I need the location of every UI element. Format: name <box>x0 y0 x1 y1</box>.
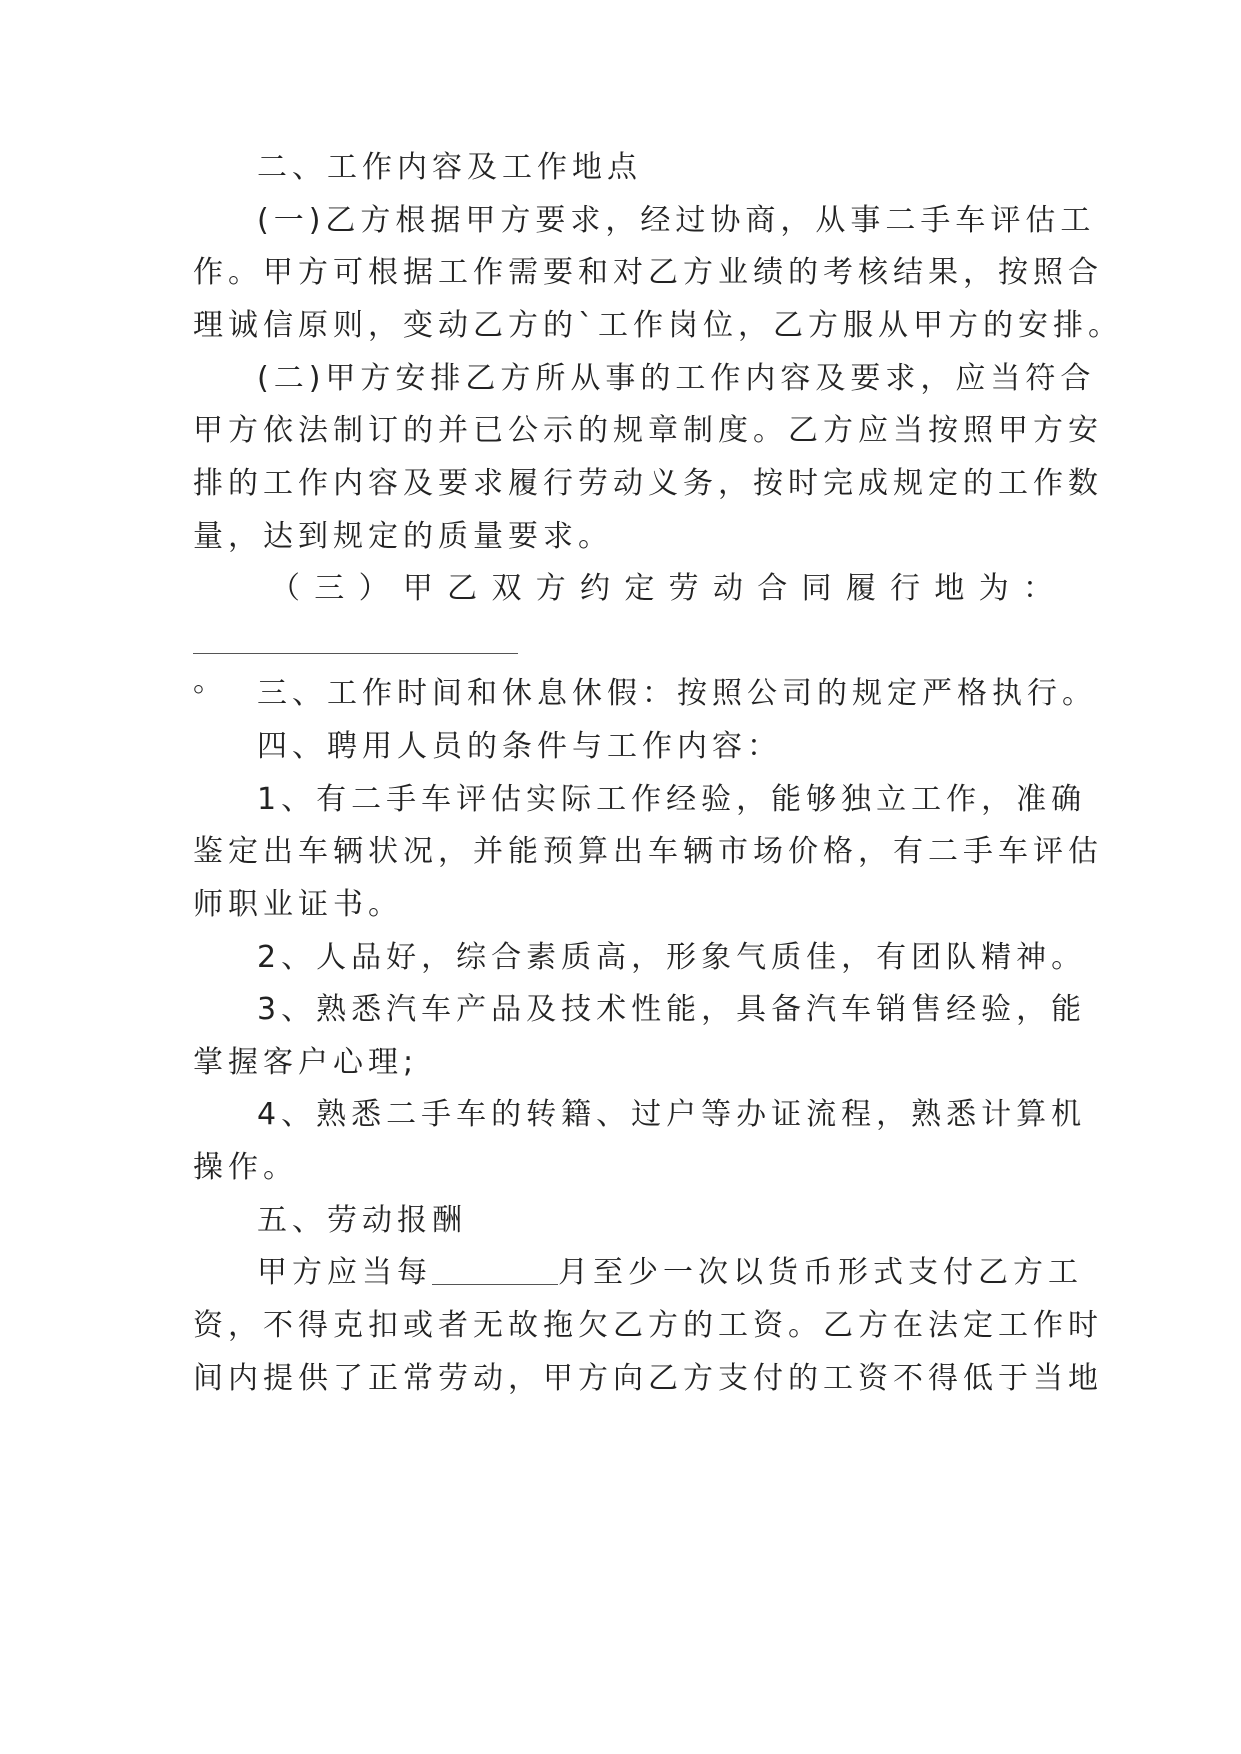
paragraph-line: 理诚信原则，变动乙方的`工作岗位，乙方服从甲方的安排。 <box>193 308 1123 343</box>
pay-text-start: 甲方应当每 <box>257 1255 432 1290</box>
section-heading-3: 三、工作时间和休息休假：按照公司的规定严格执行。 <box>257 676 1097 711</box>
pay-frequency-blank <box>432 1254 558 1285</box>
paragraph-line: 排的工作内容及要求履行劳动义务，按时完成规定的工作数 <box>193 466 1103 501</box>
list-item-line: 鉴定出车辆状况，并能预算出车辆市场价格，有二手车评估 <box>193 834 1103 869</box>
list-item-line: 操作。 <box>193 1150 298 1185</box>
paragraph-line: (二)甲方安排乙方所从事的工作内容及要求，应当符合 <box>257 361 1096 396</box>
pay-text-end: 月至少一次以货币形式支付乙方工 <box>558 1255 1083 1290</box>
paragraph-line: (一)乙方根据甲方要求，经过协商，从事二手车评估工 <box>257 203 1096 238</box>
paragraph-line: 甲方依法制订的并已公示的规章制度。乙方应当按照甲方安 <box>193 413 1103 448</box>
paragraph-line: 量，达到规定的质量要求。 <box>193 519 613 554</box>
list-item-line: 1、有二手车评估实际工作经验，能够独立工作，准确 <box>257 782 1087 817</box>
paragraph-line: 间内提供了正常劳动，甲方向乙方支付的工资不得低于当地 <box>193 1361 1103 1396</box>
blank-underline <box>193 631 518 654</box>
list-item-line: 师职业证书。 <box>193 887 403 922</box>
paragraph-line: 资，不得克扣或者无故拖欠乙方的工资。乙方在法定工作时 <box>193 1308 1103 1343</box>
section-heading-5: 五、劳动报酬 <box>257 1203 467 1238</box>
blank-period: 。 <box>193 664 223 699</box>
section-heading-4: 四、聘用人员的条件与工作内容： <box>257 729 782 764</box>
paragraph-line: 作。甲方可根据工作需要和对乙方业绩的考核结果，按照合 <box>193 255 1103 290</box>
paragraph-line-with-blank <box>257 1253 1083 1293</box>
blank-fill-line <box>193 622 523 699</box>
list-item-line: 掌握客户心理; <box>193 1045 419 1080</box>
list-item-line: 3、熟悉汽车产品及技术性能，具备汽车销售经验，能 <box>257 992 1087 1027</box>
section-heading-2: 二、工作内容及工作地点 <box>257 150 642 185</box>
list-item-line: 2、人品好，综合素质高，形象气质佳，有团队精神。 <box>257 940 1087 975</box>
paragraph-line-justified: （三）甲乙双方约定劳动合同履行地为： <box>270 571 1053 606</box>
list-item-line: 4、熟悉二手车的转籍、过户等办证流程，熟悉计算机 <box>257 1097 1087 1132</box>
